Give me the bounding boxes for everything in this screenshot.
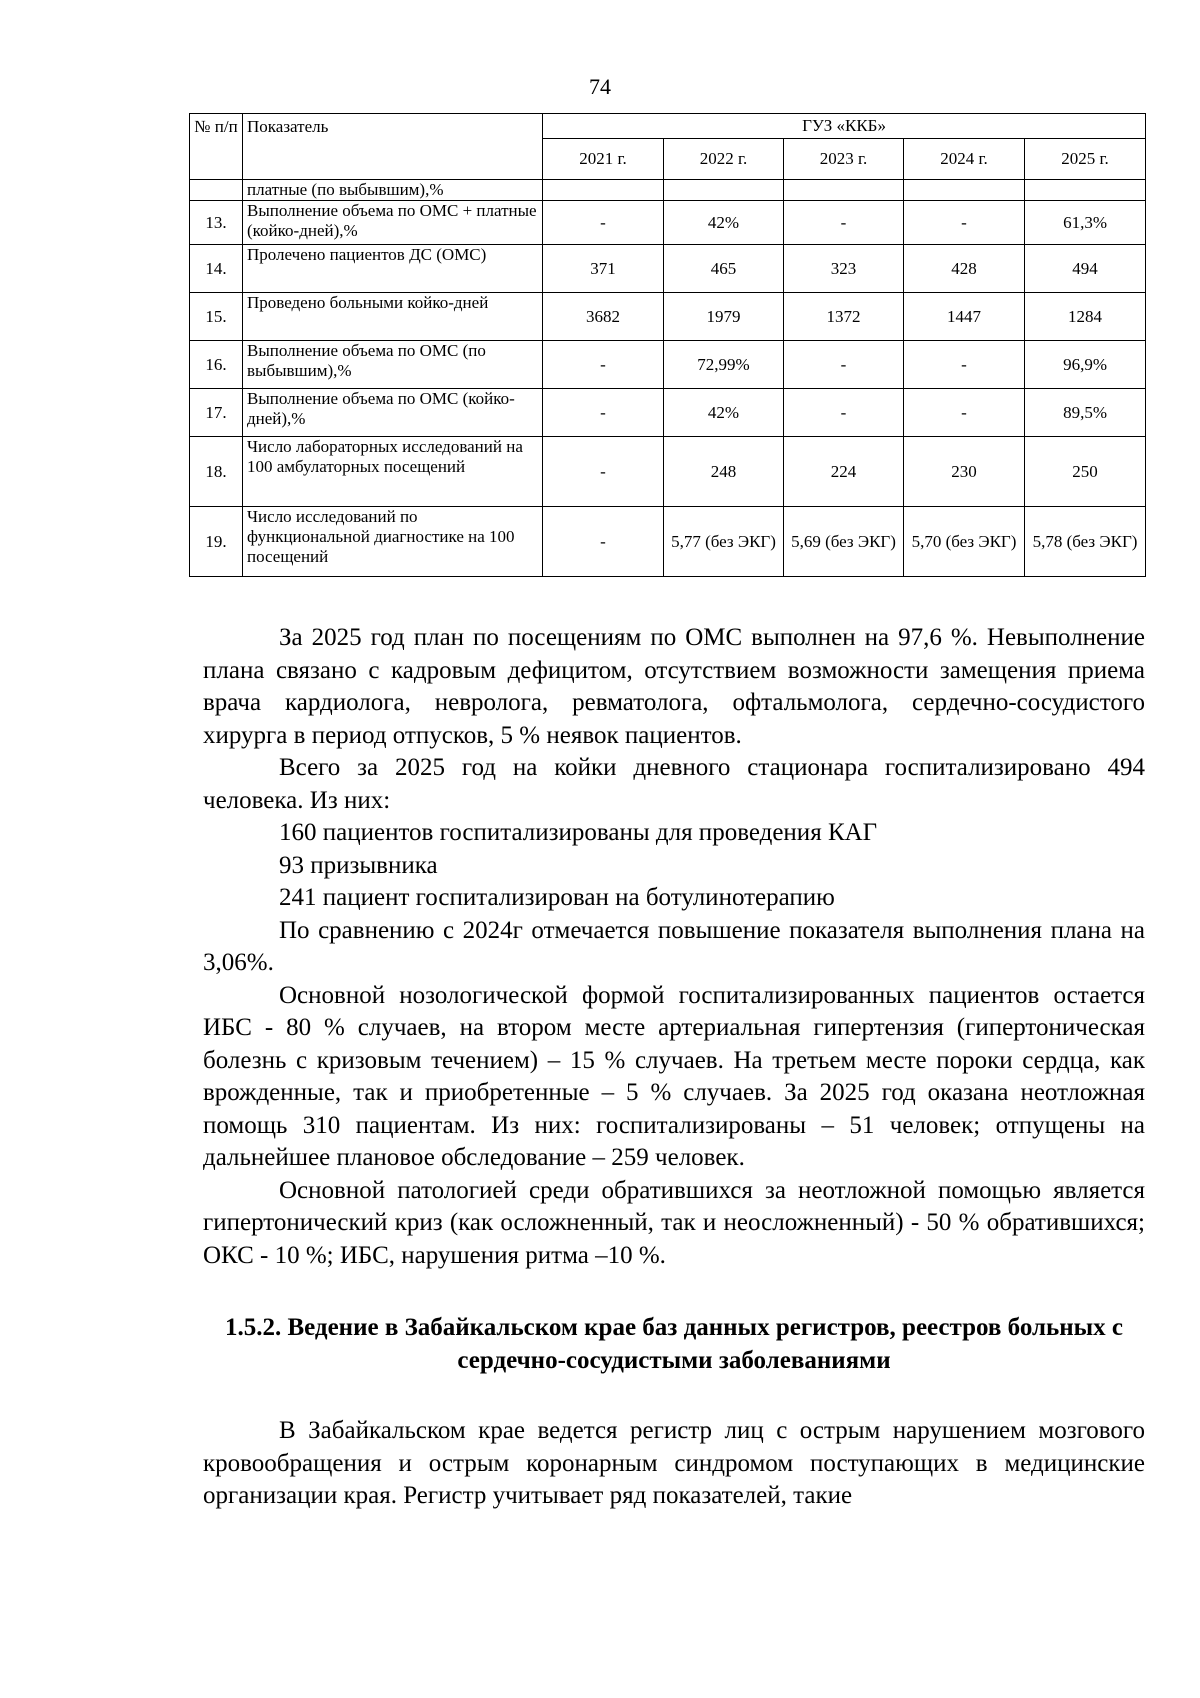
row-value (543, 180, 664, 201)
column-header-year: 2024 г. (904, 139, 1025, 180)
row-indicator: Число лабораторных исследований на 100 амбулаторных посещений (243, 437, 543, 507)
row-indicator: Выполнение объема по ОМС (койко-дней),% (243, 389, 543, 437)
row-value: 250 (1025, 437, 1146, 507)
table-row (190, 507, 1146, 577)
row-value (784, 180, 904, 201)
column-header-organization: ГУЗ «ККБ» (543, 114, 1146, 139)
row-indicator: Выполнение объема по ОМС (по выбывшим),% (243, 341, 543, 389)
row-number: 13. (190, 201, 243, 245)
row-value (1025, 180, 1146, 201)
table-row (190, 293, 1146, 341)
row-indicator: Пролечено пациентов ДС (ОМС) (243, 245, 543, 293)
list-item: 160 пациентов госпитализированы для проведения КАГ (279, 819, 878, 846)
row-value: - (543, 341, 664, 389)
row-value: 89,5% (1025, 389, 1146, 437)
row-value: 5,70 (без ЭКГ) (904, 507, 1025, 577)
row-value: 5,77 (без ЭКГ) (664, 507, 784, 577)
column-header-year: 2025 г. (1025, 139, 1146, 180)
row-indicator: платные (по выбывшим),% (243, 180, 543, 201)
row-value: 323 (784, 245, 904, 293)
row-value: 42% (664, 389, 784, 437)
row-value: 224 (784, 437, 904, 507)
column-header-year: 2021 г. (543, 139, 664, 180)
row-value (904, 180, 1025, 201)
table-row (190, 245, 1146, 293)
paragraph: За 2025 год план по посещениям по ОМС выполнен на 97,6 %. Невыполнение плана связано с кадровым дефицитом, отсутствием возможности замещения приема врача кардиолога, невролога, ревматолога, офтальмолога, сердечно-сосудистого хирурга в период отпусков, 5 % неявок пациентов. (203, 624, 1145, 749)
section-heading: 1.5.2. Ведение в Забайкальском крае баз данных регистров, реестров больных с сердечно-сосудистыми заболеваниями (224, 1314, 1124, 1374)
row-value: - (784, 389, 904, 437)
row-number: 19. (190, 507, 243, 577)
row-value: - (543, 437, 664, 507)
row-value: 96,9% (1025, 341, 1146, 389)
column-header-indicator: Показатель (243, 114, 543, 180)
document-body (203, 622, 1145, 1513)
row-value: - (543, 507, 664, 577)
table-row (190, 437, 1146, 507)
indicators-table (189, 113, 1146, 577)
row-number: 14. (190, 245, 243, 293)
paragraph: Основной нозологической формой госпитализированных пациентов остается ИБС - 80 % случаев, на втором месте артериальная гипертензия (гипертоническая болезнь с кризовым течением) – 15 % случаев. На третьем месте пороки сердца, как врожденные, так и приобретенные – 5 % случаев. За 2025 год оказана неотложная помощь 310 пациентам. Из них: госпитализированы – 51 человек; отпущены на дальнейшее плановое обследование – 259 человек. (203, 981, 1145, 1171)
row-number: 15. (190, 293, 243, 341)
row-value: 5,78 (без ЭКГ) (1025, 507, 1146, 577)
table-row (190, 201, 1146, 245)
row-number (190, 180, 243, 201)
row-value: 1447 (904, 293, 1025, 341)
row-value: - (543, 201, 664, 245)
column-header-number: № п/п (190, 114, 243, 180)
row-value: 61,3% (1025, 201, 1146, 245)
table-row (190, 341, 1146, 389)
table-row (190, 389, 1146, 437)
row-value: 5,69 (без ЭКГ) (784, 507, 904, 577)
row-value: 428 (904, 245, 1025, 293)
list-item: 93 призывника (279, 851, 438, 879)
column-header-year: 2023 г. (784, 139, 904, 180)
paragraph: По сравнению с 2024г отмечается повышение показателя выполнения плана на 3,06%. (203, 916, 1145, 976)
table-row (190, 180, 1146, 201)
paragraph: Основной патологией среди обратившихся за неотложной помощью является гипертонический криз (как осложненный, так и неосложненный) - 50 % обратившихся; ОКС - 10 %; ИБС, нарушения ритма –10 %. (203, 1176, 1145, 1269)
row-value: 1979 (664, 293, 784, 341)
row-value: 1372 (784, 293, 904, 341)
row-value: 42% (664, 201, 784, 245)
row-value: 494 (1025, 245, 1146, 293)
row-value: 465 (664, 245, 784, 293)
list-item: 241 пациент госпитализирован на ботулинотерапию (279, 884, 835, 911)
column-header-year: 2022 г. (664, 139, 784, 180)
row-number: 16. (190, 341, 243, 389)
row-value: - (784, 201, 904, 245)
paragraph: В Забайкальском крае ведется регистр лиц с острым нарушением мозгового кровообращения и острым коронарным синдромом поступающих в медицинские организации края. Регистр учитывает ряд показателей, такие (203, 1417, 1145, 1509)
row-value: 3682 (543, 293, 664, 341)
row-value: 371 (543, 245, 664, 293)
row-value: 248 (664, 437, 784, 507)
row-value: - (784, 341, 904, 389)
row-value: - (543, 389, 664, 437)
row-value (664, 180, 784, 201)
row-number: 18. (190, 437, 243, 507)
row-indicator: Выполнение объема по ОМС + платные (койко-дней),% (243, 201, 543, 245)
page-number: 74 (589, 74, 611, 99)
row-indicator: Число исследований по функциональной диагностике на 100 посещений (243, 507, 543, 577)
row-indicator: Проведено больными койко-дней (243, 293, 543, 341)
row-value: - (904, 389, 1025, 437)
row-value: - (904, 341, 1025, 389)
row-value: 1284 (1025, 293, 1146, 341)
row-value: 72,99% (664, 341, 784, 389)
row-number: 17. (190, 389, 243, 437)
row-value: - (904, 201, 1025, 245)
row-value: 230 (904, 437, 1025, 507)
paragraph: Всего за 2025 год на койки дневного стационара госпитализировано 494 человека. Из них: (203, 754, 1145, 814)
